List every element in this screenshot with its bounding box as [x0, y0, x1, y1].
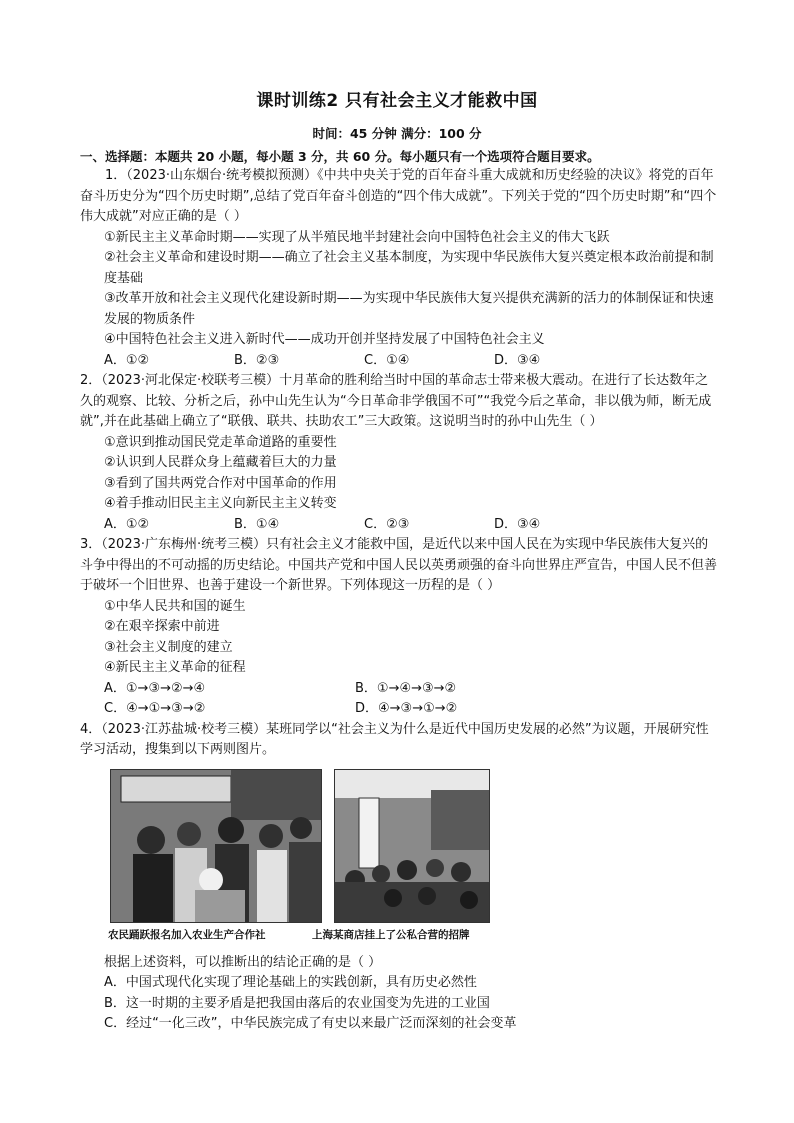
q3-option: ②在艰辛探索中前进	[104, 619, 220, 634]
q2-option: ②认识到人民群众身上蕴藏着巨大的力量	[104, 455, 337, 470]
question-list	[80, 166, 720, 1035]
q2-choice-a[interactable]: A．①②	[104, 516, 150, 532]
q2-option: ①意识到推动国民党走革命道路的重要性	[104, 434, 337, 450]
q4-photos	[80, 765, 720, 951]
q1-option: ④中国特色社会主义进入新时代——成功开创并坚持发展了中国特色社会主义	[104, 332, 545, 347]
q1-choices	[80, 351, 720, 372]
q3-option: ④新民主主义革命的征程	[104, 660, 246, 675]
photo-public-private-shop	[334, 769, 490, 923]
photo-caption-right: 上海某商店挂上了公私合营的招牌	[312, 928, 470, 941]
q2-option: ③看到了国共两党合作对中国革命的作用	[104, 475, 337, 491]
q4-stem: 4．（2023·江苏盐城·校考三模）某班同学以“社会主义为什么是近代中国历史发展的必然”为议题，开展研究性学习活动，搜集到以下两则图片。	[80, 721, 709, 757]
q4-choice-b[interactable]: B．这一时期的主要矛盾是把我国由落后的农业国变为先进的工业国	[104, 995, 490, 1011]
q3-option: ①中华人民共和国的诞生	[104, 598, 246, 614]
q3-stem: 3．（2023·广东梅州·统考三模）只有社会主义才能救中国，是近代以来中国人民在为实现中华民族伟大复兴的斗争中得出的不可动摇的历史结论。中国共产党和中国人民以英勇顽强的奋斗向世界庄严宣告，中国人民不但善于破坏一个旧世界、也善于建设一个新世界。下列体现这一历程的是（ ）	[80, 537, 718, 593]
q3-choices-row1	[80, 679, 720, 700]
q4-choice-a[interactable]: A．中国式现代化实现了理论基础上的实践创新，具有历史必然性	[104, 975, 477, 990]
q3-option: ③社会主义制度的建立	[104, 639, 233, 655]
q2-choice-b[interactable]: B．①④	[234, 516, 280, 532]
photo-caption-left: 农民踊跃报名加入农业生产合作社	[108, 928, 266, 941]
q2-choices	[80, 515, 720, 536]
q1-option: ②社会主义革命和建设时期——确立了社会主义基本制度，为实现中华民族伟大复兴奠定根本政治前提和制度基础	[104, 250, 714, 286]
q1-choice-b[interactable]: B．②③	[234, 352, 280, 368]
q3-choice-d[interactable]: D．④→③→①→②	[355, 701, 458, 716]
q2-option: ④着手推动旧民主主义向新民主主义转变	[104, 496, 337, 511]
time-score-line: 时间：45 分钟 满分：100 分	[312, 126, 482, 141]
q2-stem: 2．（2023·河北保定·校联考三模）十月革命的胜利给当时中国的革命志士带来极大震动。在进行了长达数年之久的观察、比较、分析之后，孙中山先生认为“今日革命非学俄国不可”“我党今后之革命，非以俄为师，断无成就”,并在此基础上确立了“联俄、联共、扶助农工”三大政策。这说明当时的孙中山先生（ ）	[80, 373, 712, 429]
q1-choice-d[interactable]: D．③④	[494, 352, 541, 368]
section-heading: 一、选择题：本题共 20 小题，每小题 3 分，共 60 分。每小题只有一个选项符合题目要求。	[80, 149, 600, 164]
q1-option: ③改革开放和社会主义现代化建设新时期——为实现中华民族伟大复兴提供充满新的活力的体制保证和快速发展的物质条件	[104, 291, 714, 327]
q4-prompt: 根据上述资料，可以推断出的结论正确的是（ ）	[104, 954, 382, 970]
page-title: 课时训练2 只有社会主义才能救中国	[256, 91, 538, 111]
q2-choice-d[interactable]: D．③④	[494, 516, 541, 532]
q1-choice-a[interactable]: A．①②	[104, 352, 150, 368]
q3-choice-a[interactable]: A．①→③→②→④	[104, 680, 206, 696]
q1-choice-c[interactable]: C．①④	[364, 352, 410, 368]
q1-stem: 1．（2023·山东烟台·统考模拟预测）《中共中央关于党的百年奋斗重大成就和历史经验的决议》将党的百年奋斗历史分为“四个历史时期”,总结了党百年奋斗创造的“四个伟大成就”。下列关于党的“四个历史时期”和“四个伟大成就”对应正确的是（ ）	[80, 168, 717, 224]
photo-farmers-cooperative	[110, 769, 322, 923]
q3-choice-b[interactable]: B．①→④→③→②	[355, 680, 457, 696]
q2-choice-c[interactable]: C．②③	[364, 516, 410, 532]
q3-choices-row2	[80, 699, 720, 720]
q4-choice-c[interactable]: C．经过“一化三改”，中华民族完成了有史以来最广泛而深刻的社会变革	[104, 1016, 517, 1031]
q3-choice-c[interactable]: C．④→①→③→②	[104, 701, 206, 716]
q1-option: ①新民主主义革命时期——实现了从半殖民地半封建社会向中国特色社会主义的伟大飞跃	[104, 229, 610, 245]
